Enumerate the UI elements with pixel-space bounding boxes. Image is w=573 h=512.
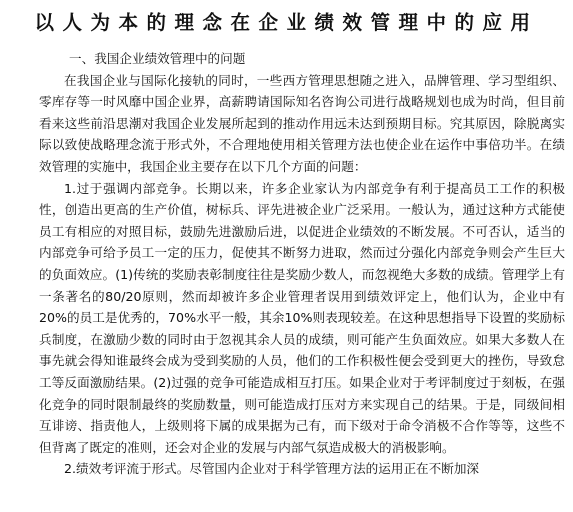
document-title: 以人为本的理念在企业绩效管理中的应用: [34, 11, 539, 34]
paragraph-assessment-formality: 2.绩效考评流于形式。尽管国内企业对于科学管理方法的运用正在不断加深: [64, 461, 480, 477]
paragraph-internal-competition: 1.过于强调内部竞争。长期以来，许多企业家认为内部竞争有利于提高员工工作的积极性，创造出更高的生产价值，树标兵、评先进被企业广泛采用。一般认为，通过这种方式能使员工有相应的对照目标，鼓励先进激励后进，以促进企业绩效的不断发展。不可否认，适当的内部竞争可给予员工一定的压力，促使其不断努力进取，然而过分强化内部竞争则会产生巨大的负面效应。(1)传统的奖励表彰制度往往是奖励少数人，而忽视绝大多数的成绩。管理学上有一条著名的80/20原则，然而却被许多企业管理者误用到绩效评定上，他们认为，企业中有20%的员工是优秀的，70%水平一般，其余10%则表现较差。在这种思想指导下设置的奖励标兵制度，在激励少数的同时由于忽视其余人员的成绩，则可能产生负面效应。如果大多数人在事先就会得知谁最终会成为受到奖励的人员，他们的工作积极性便会受到更大的挫伤，导致怠工等反面激励结果。(2)过强的竞争可能造成相互打压。如果企业对于考评制度过于刻板，在强化竞争的同时限制最终的奖励数量，则可能造成打压对方来实现自己的结果。于是，同级间相互诽谤、指责他人，上级则将下属的成果据为己有，而下级对于命令消极不合作等等，这些不但背离了既定的准则，还会对企业的发展与内部气氛造成极大的消极影响。: [39, 180, 565, 455]
paragraph-intro: 在我国企业与国际化接轨的同时，一些西方管理思想随之进入，品牌管理、学习型组织、零库存等一时风靡中国企业界，高薪聘请国际知名咨询公司进行战略规划也成为时尚，但目前看来这些前沿思潮对我国企业发展所起到的推动作用远未达到预期目标。究其原因，除脱离实际以致使战略理念流于形式外，不合理地使用相关管理方法也使企业在运作中事倍功半。在绩效管理的实施中，我国企业主要存在以下几个方面的问题：: [39, 72, 565, 174]
document-body: [39, 48, 565, 480]
section-heading: 一、我国企业绩效管理中的问题: [69, 51, 246, 66]
